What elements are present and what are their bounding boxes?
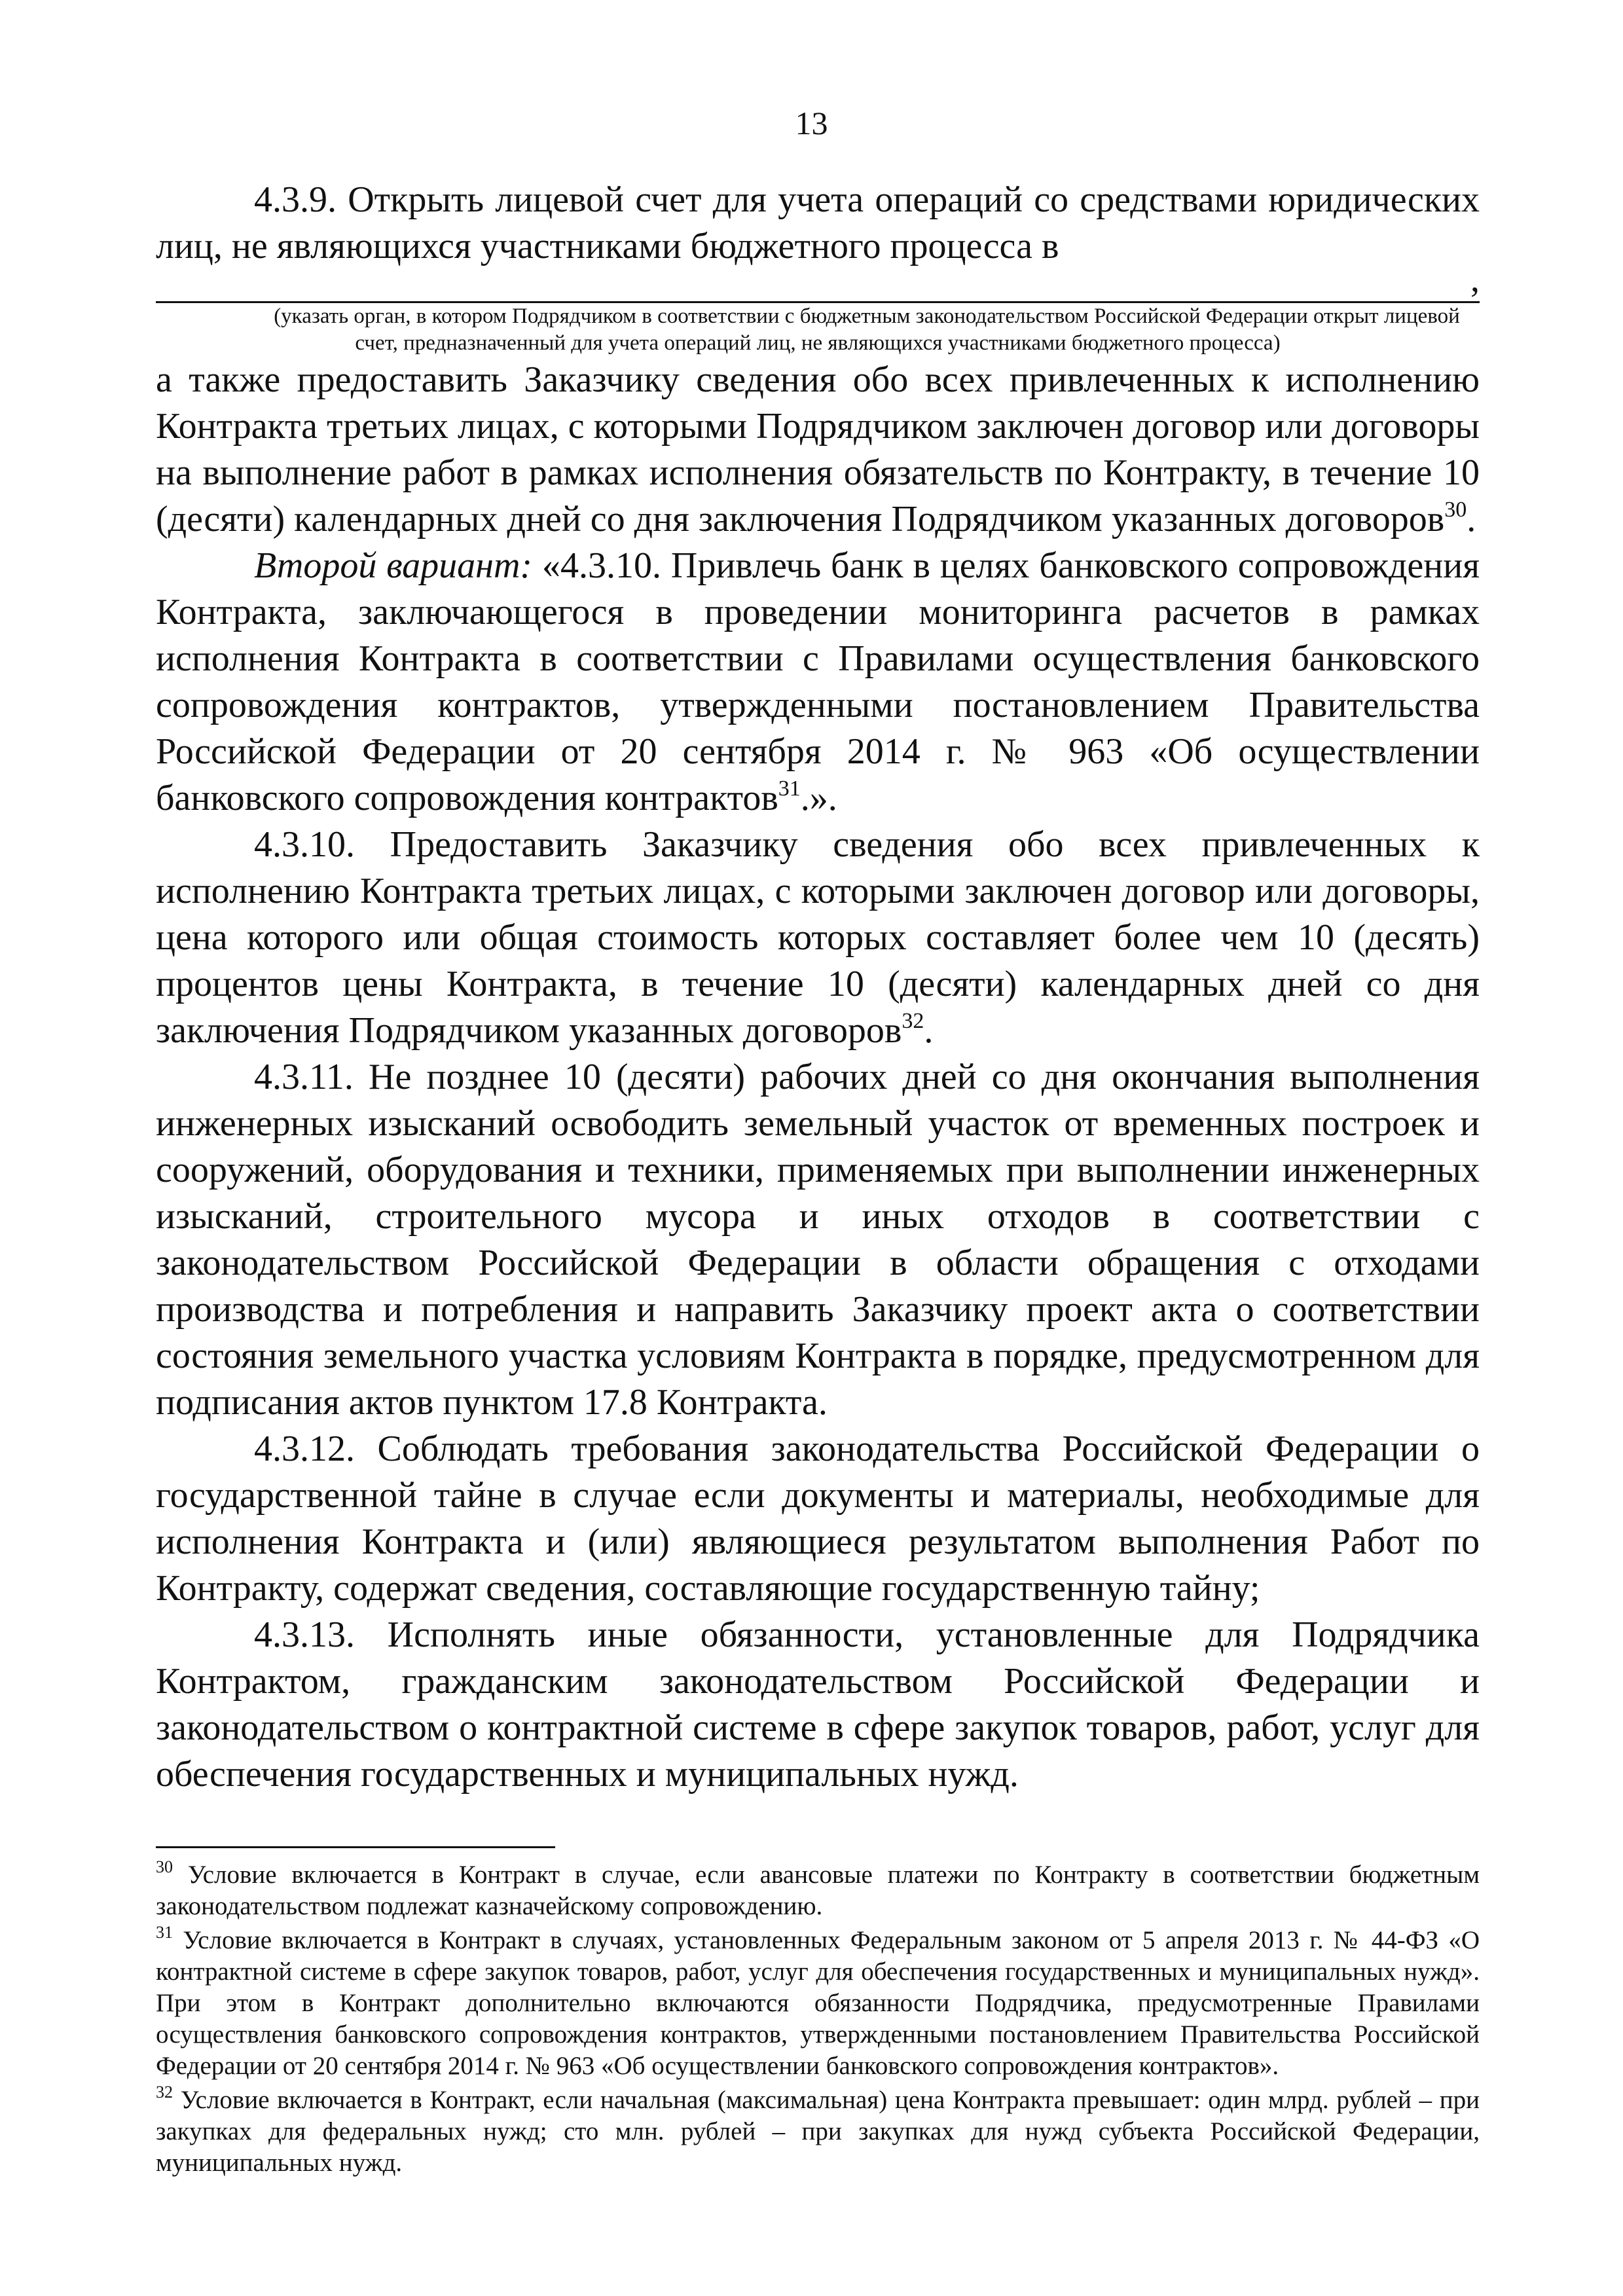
footnote-30-text: Условие включается в Контракт в случае, если авансовые платежи по Контракту в соответствии бюджетным законодательством подлежат казначейскому сопровождению. xyxy=(156,1861,1480,1920)
footnote-32-text: Условие включается в Контракт, если начальная (максимальная) цена Контракта превышает: один млрд. рублей – при закупках для федеральных нужд; сто млн. рублей – при закупках для нужд субъекта Российской Федерации, муниципальных нужд. xyxy=(156,2086,1480,2177)
footnote-separator xyxy=(156,1846,555,1848)
paragraph-4-3-12: 4.3.12. Соблюдать требования законодательства Российской Федерации о государственной тайне в случае если документы и материалы, необходимые для исполнения Контракта и (или) являющиеся результатом выполнения Работ по Контракту, содержат сведения, составляющие государственную тайну; xyxy=(156,1429,1480,1609)
fill-line-comma: , xyxy=(1470,259,1480,300)
paragraph-end-punct: .». xyxy=(800,778,837,818)
footnotes xyxy=(156,1859,1480,2181)
paragraph-end-punct: . xyxy=(1467,499,1476,539)
footnote-32 xyxy=(156,2085,1480,2179)
footnote-30-number: 30 xyxy=(156,1857,173,1876)
paragraph-4-3-13: 4.3.13. Исполнять иные обязанности, установленные для Подрядчика Контрактом, гражданским законодательством Российской Федерации и законодательством о контрактной системе в сфере закупок товаров, работ, услуг для обеспечения государственных и муниципальных нужд. xyxy=(156,1614,1480,1795)
second-variant-label: Второй вариант: xyxy=(254,545,533,586)
footnote-ref-30: 30 xyxy=(1444,498,1467,522)
page-number: 13 xyxy=(795,105,828,141)
paragraph-4-3-10 xyxy=(156,822,1480,1054)
footnote-31 xyxy=(156,1925,1480,2082)
fill-line-caption: (указать орган, в котором Подрядчиком в соответствии с бюджетным законодательством Российской Федерации открыт лицевой счет, предназначенный для учета операций лиц, не являющихся участниками бюджетного процесса) xyxy=(274,304,1460,355)
footnote-30 xyxy=(156,1859,1480,1922)
paragraph-4-3-10-text: 4.3.10. Предоставить Заказчику сведения обо всех привлеченных к исполнению Контракта третьих лицах, с которыми заключен договор или договоры, цена которого или общая стоимость которых составляет более чем 10 (десять) процентов цены Контракта, в течение 10 (десяти) календарных дней со дня заключения Подрядчиком указанных договоров xyxy=(156,824,1480,1051)
paragraph-4-3-9-continuation-text: а также предоставить Заказчику сведения обо всех привлеченных к исполнению Контракта третьих лицах, с которыми Подрядчиком заключен договор или договоры на выполнение работ в рамках исполнения обязательств по Контракту, в течение 10 (десяти) календарных дней со дня заключения Подрядчиком указанных договоров xyxy=(156,359,1480,539)
footnote-ref-32: 32 xyxy=(902,1009,924,1033)
paragraph-4-3-11: 4.3.11. Не позднее 10 (десяти) рабочих дней со дня окончания выполнения инженерных изысканий освободить земельный участок от временных построек и сооружений, оборудования и техники, применяемых при выполнении инженерных изысканий, строительного мусора и иных отходов в соответствии с законодательством Российской Федерации в области обращения с отходами производства и потребления и направить Заказчику проект акта о соответствии состояния земельного участка условиям Контракта в порядке, предусмотренном для подписания актов пунктом 17.8 Контракта. xyxy=(156,1057,1480,1423)
footnote-31-number: 31 xyxy=(156,1923,173,1942)
paragraph-second-variant xyxy=(156,543,1480,822)
paragraph-end-punct: . xyxy=(924,1010,934,1051)
footnote-31-text: Условие включается в Контракт в случаях, установленных Федеральным законом от 5 апреля 2013 г. № 44-ФЗ «О контрактной системе в сфере закупок товаров, работ, услуг для обеспечения государственных и муниципальных нужд». При этом в Контракт дополнительно включаются обязанности Подрядчика, предусмотренные Правилами осуществления банковского сопровождения контрактов, утвержденными постановлением Правительства Российской Федерации от 20 сентября 2014 г. № 963 «Об осуществлении банковского сопровождения контрактов». xyxy=(156,1926,1480,2080)
paragraph-4-3-9-text: 4.3.9. Открыть лицевой счет для учета операций со средствами юридических лиц, не являющихся участниками бюджетного процесса в xyxy=(156,179,1480,266)
footnote-ref-31: 31 xyxy=(778,776,801,801)
footnote-32-number: 32 xyxy=(156,2083,173,2102)
blank-fill-line xyxy=(156,259,1480,303)
second-variant-text: «4.3.10. Привлечь банк в целях банковского сопровождения Контракта, заключающегося в проведении мониторинга расчетов в рамках исполнения Контракта в соответствии с Правилами осуществления банковского сопровождения контрактов, утвержденными постановлением Правительства Российской Федерации от 20 сентября 2014 г. № 963 «Об осуществлении банковского сопровождения контрактов xyxy=(156,545,1480,818)
body-text xyxy=(156,177,1480,1798)
paragraph-4-3-9 xyxy=(156,177,1480,270)
paragraph-4-3-9-continuation xyxy=(156,357,1480,543)
